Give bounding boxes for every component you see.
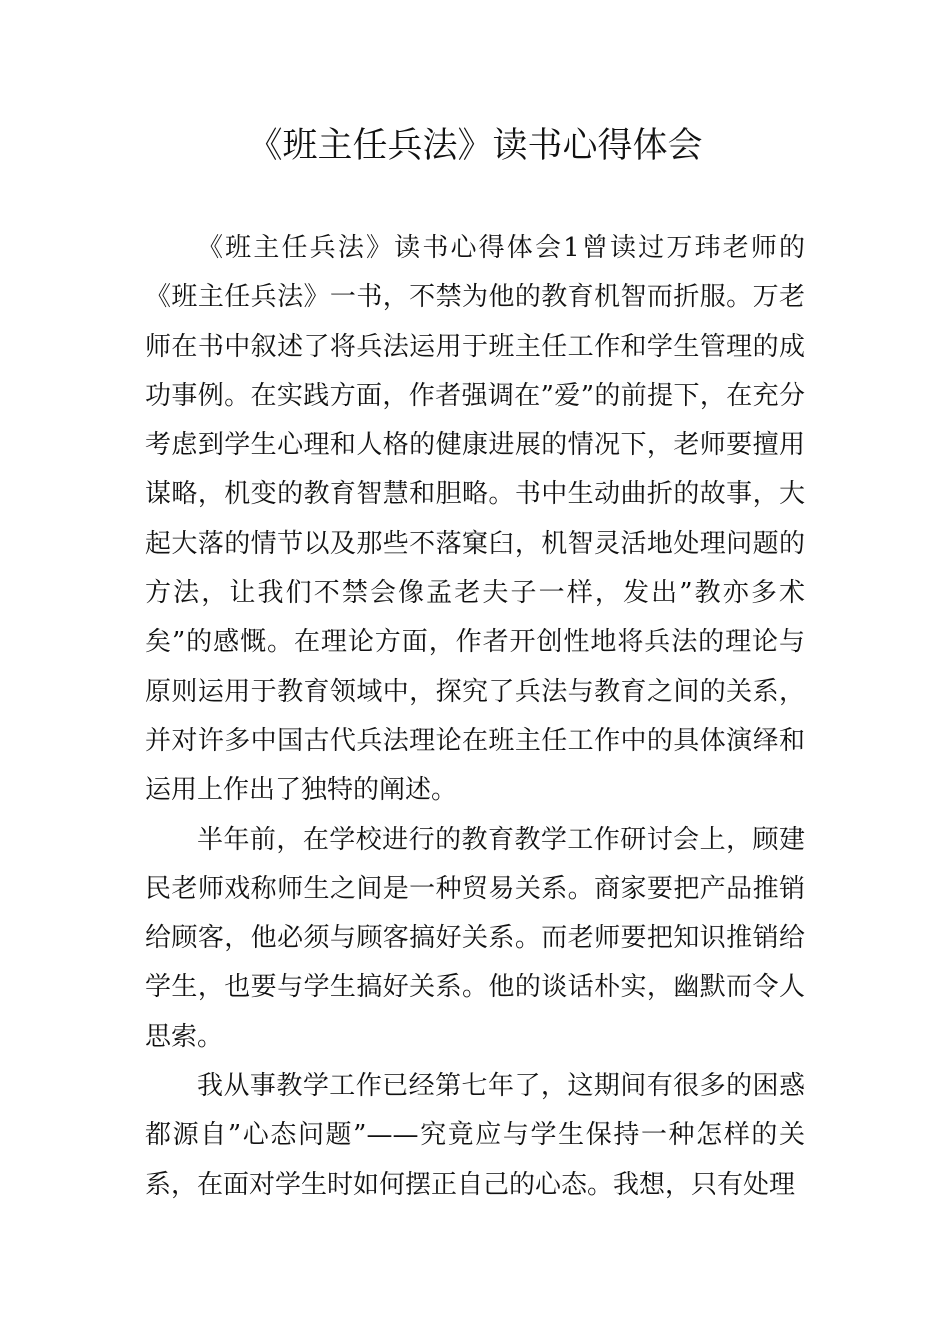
paragraph-3: 我从事教学工作已经第七年了，这期间有很多的困惑都源自”心态问题”——究竟应与学生保持一种怎样的关系，在面对学生时如何摆正自己的心态。我想，只有处理 [145,1071,805,1200]
paragraph-1: 《班主任兵法》读书心得体会1曾读过万玮老师的《班主任兵法》一书，不禁为他的教育机智而折服。万老师在书中叙述了将兵法运用于班主任工作和学生管理的成功事例。在实践方面，作者强调在”爱”的前提下，在充分考虑到学生心理和人格的健康进展的情况下，老师要擅用谋略，机变的教育智慧和胆略。书中生动曲折的故事，大起大落的情节以及那些不落窠臼，机智灵活地处理问题的方法，让我们不禁会像孟老夫子一样，发出”教亦多术矣”的感慨。在理论方面，作者开创性地将兵法的理论与原则运用于教育领域中，探究了兵法与教育之间的关系，并对许多中国古代兵法理论在班主任工作中的具体演绎和运用上作出了独特的阐述。 [145,233,805,806]
document-title: 《班主任兵法》读书心得体会 [247,126,703,166]
paragraph-2: 半年前，在学校进行的教育教学工作研讨会上，顾建民老师戏称师生之间是一种贸易关系。商家要把产品推销给顾客，他必须与顾客搞好关系。而老师要把知识推销给学生，也要与学生搞好关系。他的谈话朴实，幽默而令人思索。 [145,824,805,1052]
document-body [145,224,805,1210]
